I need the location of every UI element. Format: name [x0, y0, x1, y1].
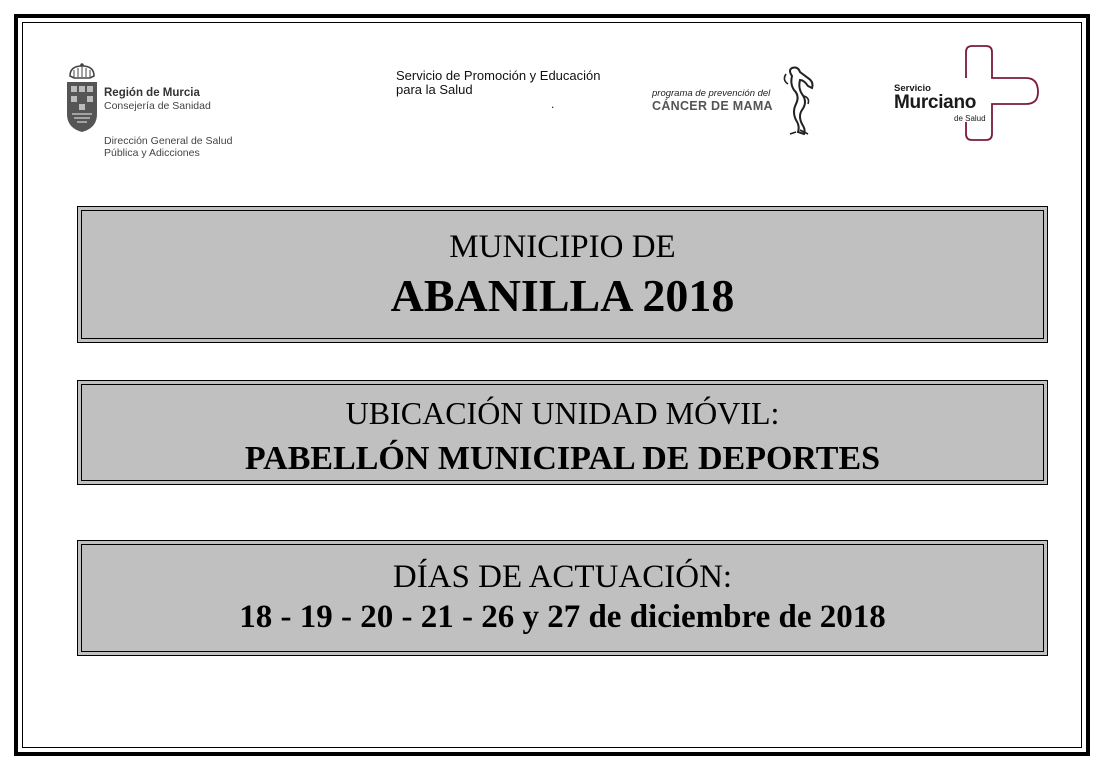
coat-of-arms-icon: [64, 62, 100, 134]
promotion-service-line1: Servicio de Promoción y Educación: [396, 68, 601, 83]
dates-heading: DÍAS DE ACTUACIÓN:: [392, 559, 733, 595]
promotion-service-line2: para la Salud: [396, 82, 473, 97]
breast-cancer-program-logo: [652, 66, 822, 138]
location-box: [77, 380, 1048, 485]
directorate-name: [104, 135, 254, 159]
sms-line1: Servicio: [894, 83, 931, 94]
location-heading: UBICACIÓN UNIDAD MÓVIL:: [345, 395, 780, 431]
sms-logo: [890, 44, 1040, 144]
department-name: Consejería de Sanidad: [104, 100, 211, 112]
region-murcia-logo: [62, 62, 252, 162]
region-name: Región de Murcia: [104, 87, 200, 99]
stray-dot: .: [551, 97, 555, 111]
sms-line3: de Salud: [954, 114, 986, 123]
cancer-program-line2: CÁNCER DE MAMA: [652, 99, 773, 113]
location-value: PABELLÓN MUNICIPAL DE DEPORTES: [244, 440, 881, 477]
dates-value: 18 - 19 - 20 - 21 - 26 y 27 de diciembre de 2018: [239, 599, 886, 635]
sms-line2: Murciano: [894, 92, 977, 113]
directorate-line2: Pública y Adicciones: [104, 147, 200, 159]
directorate-line1: Dirección General de Salud: [104, 135, 233, 147]
municipality-heading: MUNICIPIO DE: [449, 229, 676, 265]
woman-figure-icon: [778, 66, 820, 136]
promotion-service-text: [396, 69, 636, 97]
municipality-value: ABANILLA 2018: [390, 270, 735, 321]
municipality-box: [77, 206, 1048, 343]
cancer-program-line1: programa de prevención del: [652, 88, 771, 99]
dates-box: [77, 540, 1048, 656]
